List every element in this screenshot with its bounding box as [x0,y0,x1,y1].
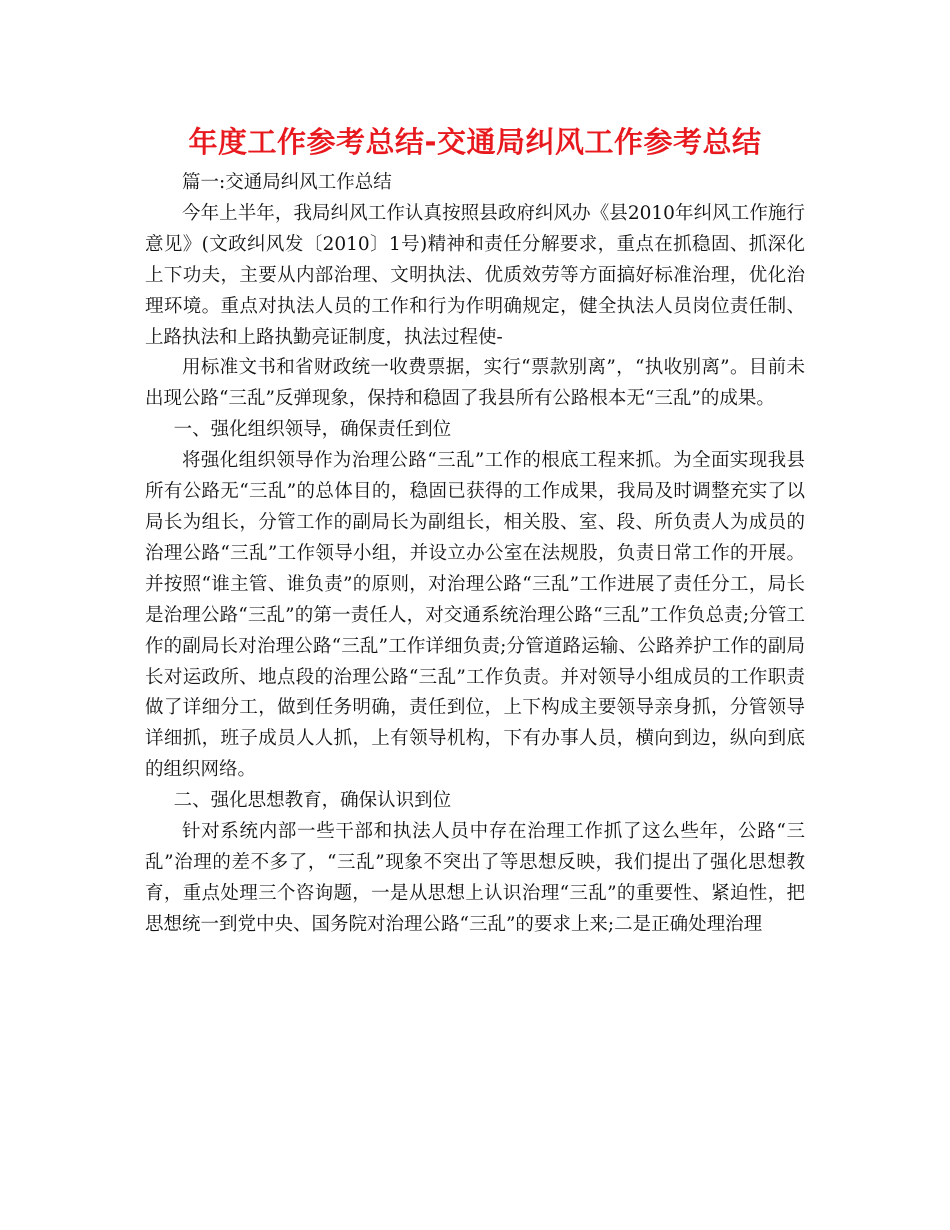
body-paragraph: 将强化组织领导作为治理公路“三乱”工作的根底工程来抓。为全面实现我县所有公路无“三乱”的总体目的，稳固已获得的工作成果，我局及时调整充实了以局长为组长，分管工作的副局长为副组长，相关股、室、段、所负责人为成员的治理公路“三乱”工作领导小组，并设立办公室在法规股，负责日常工作的开展。并按照“谁主管、谁负责”的原则，对治理公路“三乱”工作进展了责任分工，局长是治理公路“三乱”的第一责任人，对交通系统治理公路“三乱”工作负总责;分管工作的副局长对治理公路“三乱”工作详细负责;分管道路运输、公路养护工作的副局长对运政所、地点段的治理公路“三乱”工作负责。并对领导小组成员的工作职责做了详细分工，做到任务明确，责任到位，上下构成主要领导亲身抓，分管领导详细抓，班子成员人人抓，上有领导机构，下有办事人员，横向到边，纵向到底的组织网络。 [145,450,805,781]
section-subtitle: 篇一:交通局纠风工作总结 [182,172,392,193]
body-paragraph: 针对系统内部一些干部和执法人员中存在治理工作抓了这么些年，公路“三乱”治理的差不多了，“三乱”现象不突出了等思想反映，我们提出了强化思想教育，重点处理三个咨询题，一是从思想上认识治理“三乱”的重要性、紧迫性，把思想统一到党中央、国务院对治理公路“三乱”的要求上来;二是正确处理治理 [145,821,805,935]
section-heading: 一、强化组织领导，确保责任到位 [173,419,452,441]
body-paragraph: 用标准文书和省财政统一收费票据，实行“票款别离”，“执收别离”。目前未出现公路“三乱”反弹现象，保持和稳固了我县所有公路根本无“三乱”的成果。 [145,357,805,410]
section-heading: 二、强化思想教育，确保认识到位 [173,790,452,812]
document-title: 年度工作参考总结-交通局纠风工作参考总结 [188,125,762,159]
document-body [145,168,805,941]
body-paragraph: 今年上半年，我局纠风工作认真按照县政府纠风办《县2010年纠风工作施行意见》(文政纠风发〔2010〕1号)精神和责任分解要求，重点在抓稳固、抓深化上下功夫，主要从内部治理、文明执法、优质效劳等方面搞好标准治理，优化治理环境。重点对执法人员的工作和行为作明确规定，健全执法人员岗位责任制、上路执法和上路执勤亮证制度，执法过程使- [145,202,805,348]
